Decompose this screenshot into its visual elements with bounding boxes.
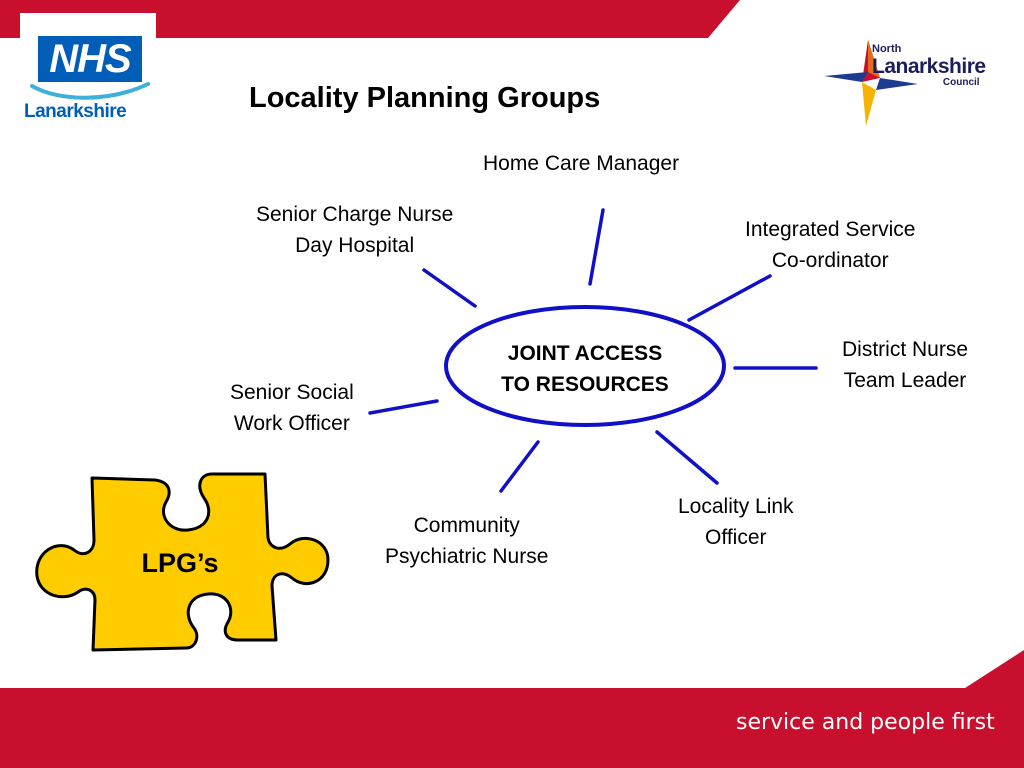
connector-locality-link bbox=[657, 432, 717, 483]
spoke-label-line: Psychiatric Nurse bbox=[385, 545, 549, 568]
connector-senior-social bbox=[370, 401, 437, 413]
hub-label bbox=[470, 338, 700, 400]
puzzle-label: LPG’s bbox=[141, 548, 219, 578]
connector-home-care bbox=[590, 210, 603, 284]
hub-label-line1: JOINT ACCESS bbox=[507, 342, 663, 365]
spoke-label-line: Senior Charge Nurse bbox=[256, 203, 454, 226]
spoke-label-integrated-service bbox=[745, 214, 915, 276]
connector-senior-charge bbox=[424, 270, 475, 306]
council-logo-line1: North bbox=[872, 43, 902, 55]
council-logo-text bbox=[872, 44, 986, 88]
page-title: Locality Planning Groups bbox=[249, 82, 601, 114]
spoke-label-line: Integrated Service bbox=[745, 218, 916, 241]
council-logo-line2: Lanarkshire bbox=[872, 55, 986, 78]
spoke-label-senior-social bbox=[230, 377, 354, 439]
spoke-label-line: Senior Social bbox=[230, 381, 354, 404]
spoke-label-home-care bbox=[483, 148, 679, 179]
spoke-label-line: Locality Link bbox=[678, 495, 794, 518]
connector-community-psychiatric bbox=[501, 442, 538, 491]
nhs-logo-name: Lanarkshire bbox=[24, 101, 127, 122]
spoke-label-locality-link bbox=[678, 491, 794, 553]
spoke-label-line: Day Hospital bbox=[295, 234, 415, 257]
spoke-label-community-psychiatric bbox=[385, 510, 548, 572]
bottom-red-band bbox=[0, 650, 1024, 768]
spoke-label-line: Team Leader bbox=[843, 369, 967, 392]
spoke-label-line: Work Officer bbox=[233, 412, 350, 435]
connector-integrated-service bbox=[689, 276, 770, 320]
spoke-label-line: Community bbox=[413, 514, 520, 537]
spoke-label-line: District Nurse bbox=[842, 338, 969, 361]
footer-tagline: service and people first bbox=[736, 710, 995, 735]
hub-label-line2: TO RESOURCES bbox=[501, 373, 669, 396]
spoke-label-line: Officer bbox=[705, 526, 767, 549]
nhs-logo-mark: NHS bbox=[38, 36, 142, 82]
spoke-label-senior-charge bbox=[256, 199, 453, 261]
spoke-label-line: Home Care Manager bbox=[483, 152, 680, 175]
spoke-label-line: Co-ordinator bbox=[771, 249, 889, 272]
council-logo-line3: Council bbox=[942, 77, 980, 88]
spoke-label-district-nurse bbox=[842, 334, 968, 396]
